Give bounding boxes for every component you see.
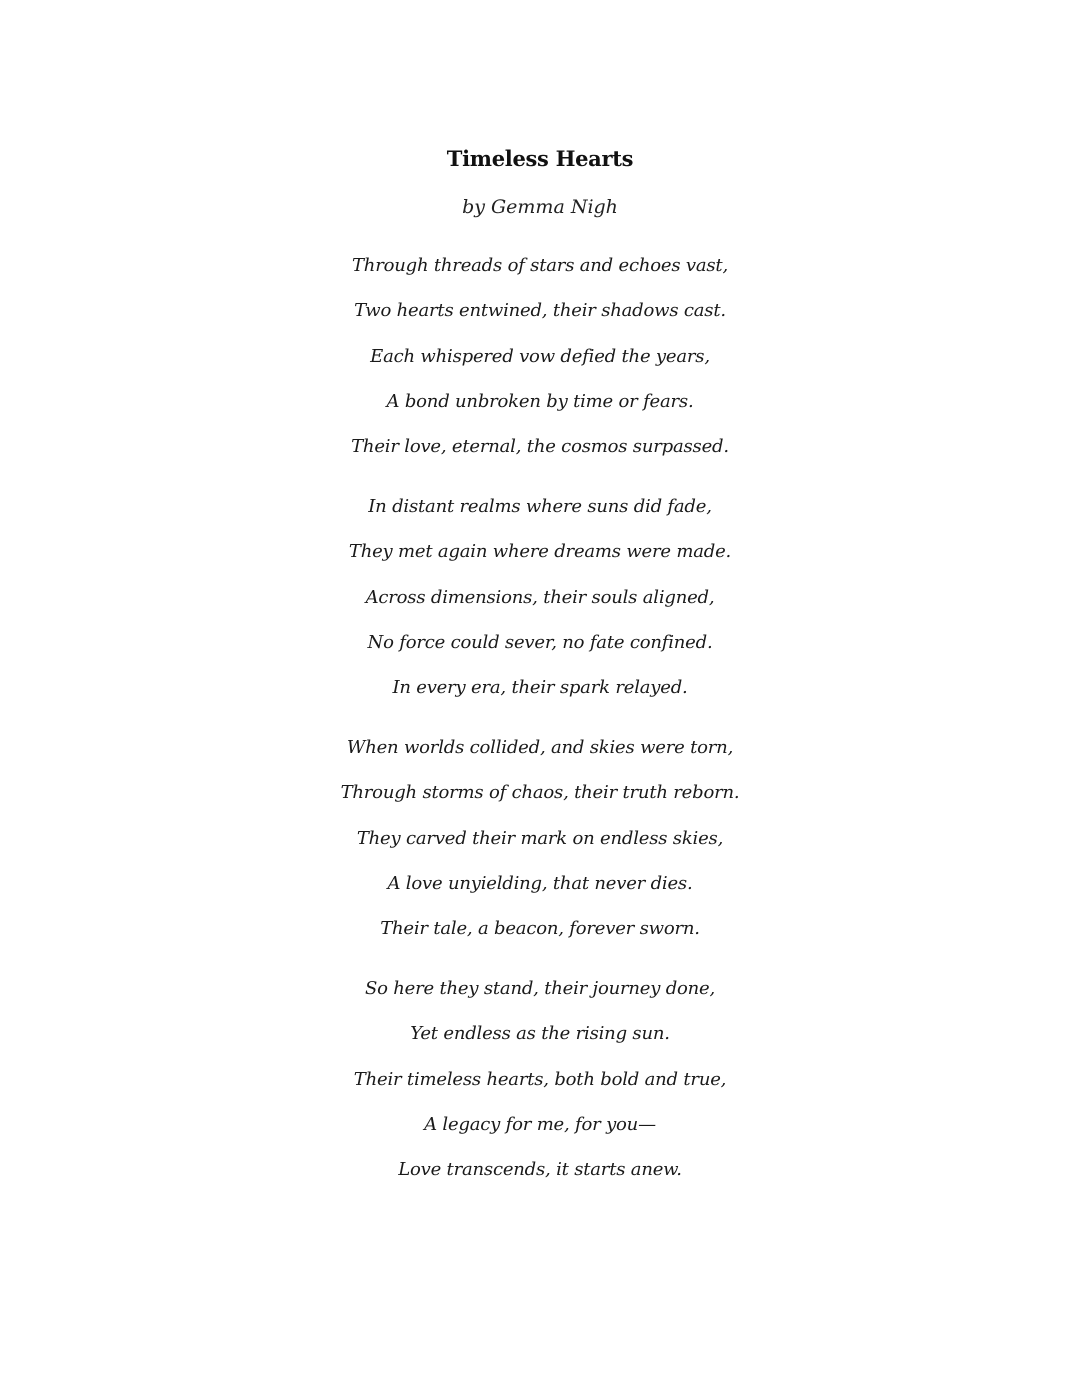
poem-line: So here they stand, their journey done, [364, 978, 716, 999]
poem-line: In every era, their spark relayed. [392, 677, 688, 699]
poem-line: A bond unbroken by time or fears. [386, 390, 694, 412]
poem-line: Each whispered vow defied the years, [370, 345, 710, 367]
poem-line: A love unyielding, that never dies. [387, 872, 693, 894]
poem-line: In distant realms where suns did fade, [368, 496, 712, 517]
stanza-4 [0, 975, 1080, 1201]
poem-line: They carved their mark on endless skies, [356, 827, 724, 849]
poem-author: by Gemma Nigh [462, 196, 618, 218]
stanza-2 [0, 493, 1080, 719]
poem-line: They met again where dreams were made. [348, 541, 732, 563]
poem-line: Two hearts entwined, their shadows cast. [354, 300, 726, 322]
poem-line: Their love, eternal, the cosmos surpassed. [351, 436, 729, 458]
poem-line: Through threads of stars and echoes vast, [352, 255, 728, 276]
poem-line: Through storms of chaos, their truth reborn. [340, 782, 740, 804]
poem-line: No force could sever, no fate confined. [367, 631, 713, 653]
stanza-3 [0, 734, 1080, 960]
poem-line: A legacy for me, for you— [424, 1113, 656, 1135]
poem-line: Their timeless hearts, both bold and true, [353, 1068, 727, 1090]
stanza-1 [0, 252, 1080, 478]
poem-title: Timeless Hearts [446, 146, 634, 171]
poem-line: When worlds collided, and skies were torn, [346, 737, 734, 758]
poem-line: Across dimensions, their souls aligned, [365, 586, 715, 608]
poem-line: Yet endless as the rising sun. [410, 1023, 670, 1045]
poem-line: Love transcends, it starts anew. [398, 1159, 682, 1181]
poem-line: Their tale, a beacon, forever sworn. [380, 918, 700, 940]
